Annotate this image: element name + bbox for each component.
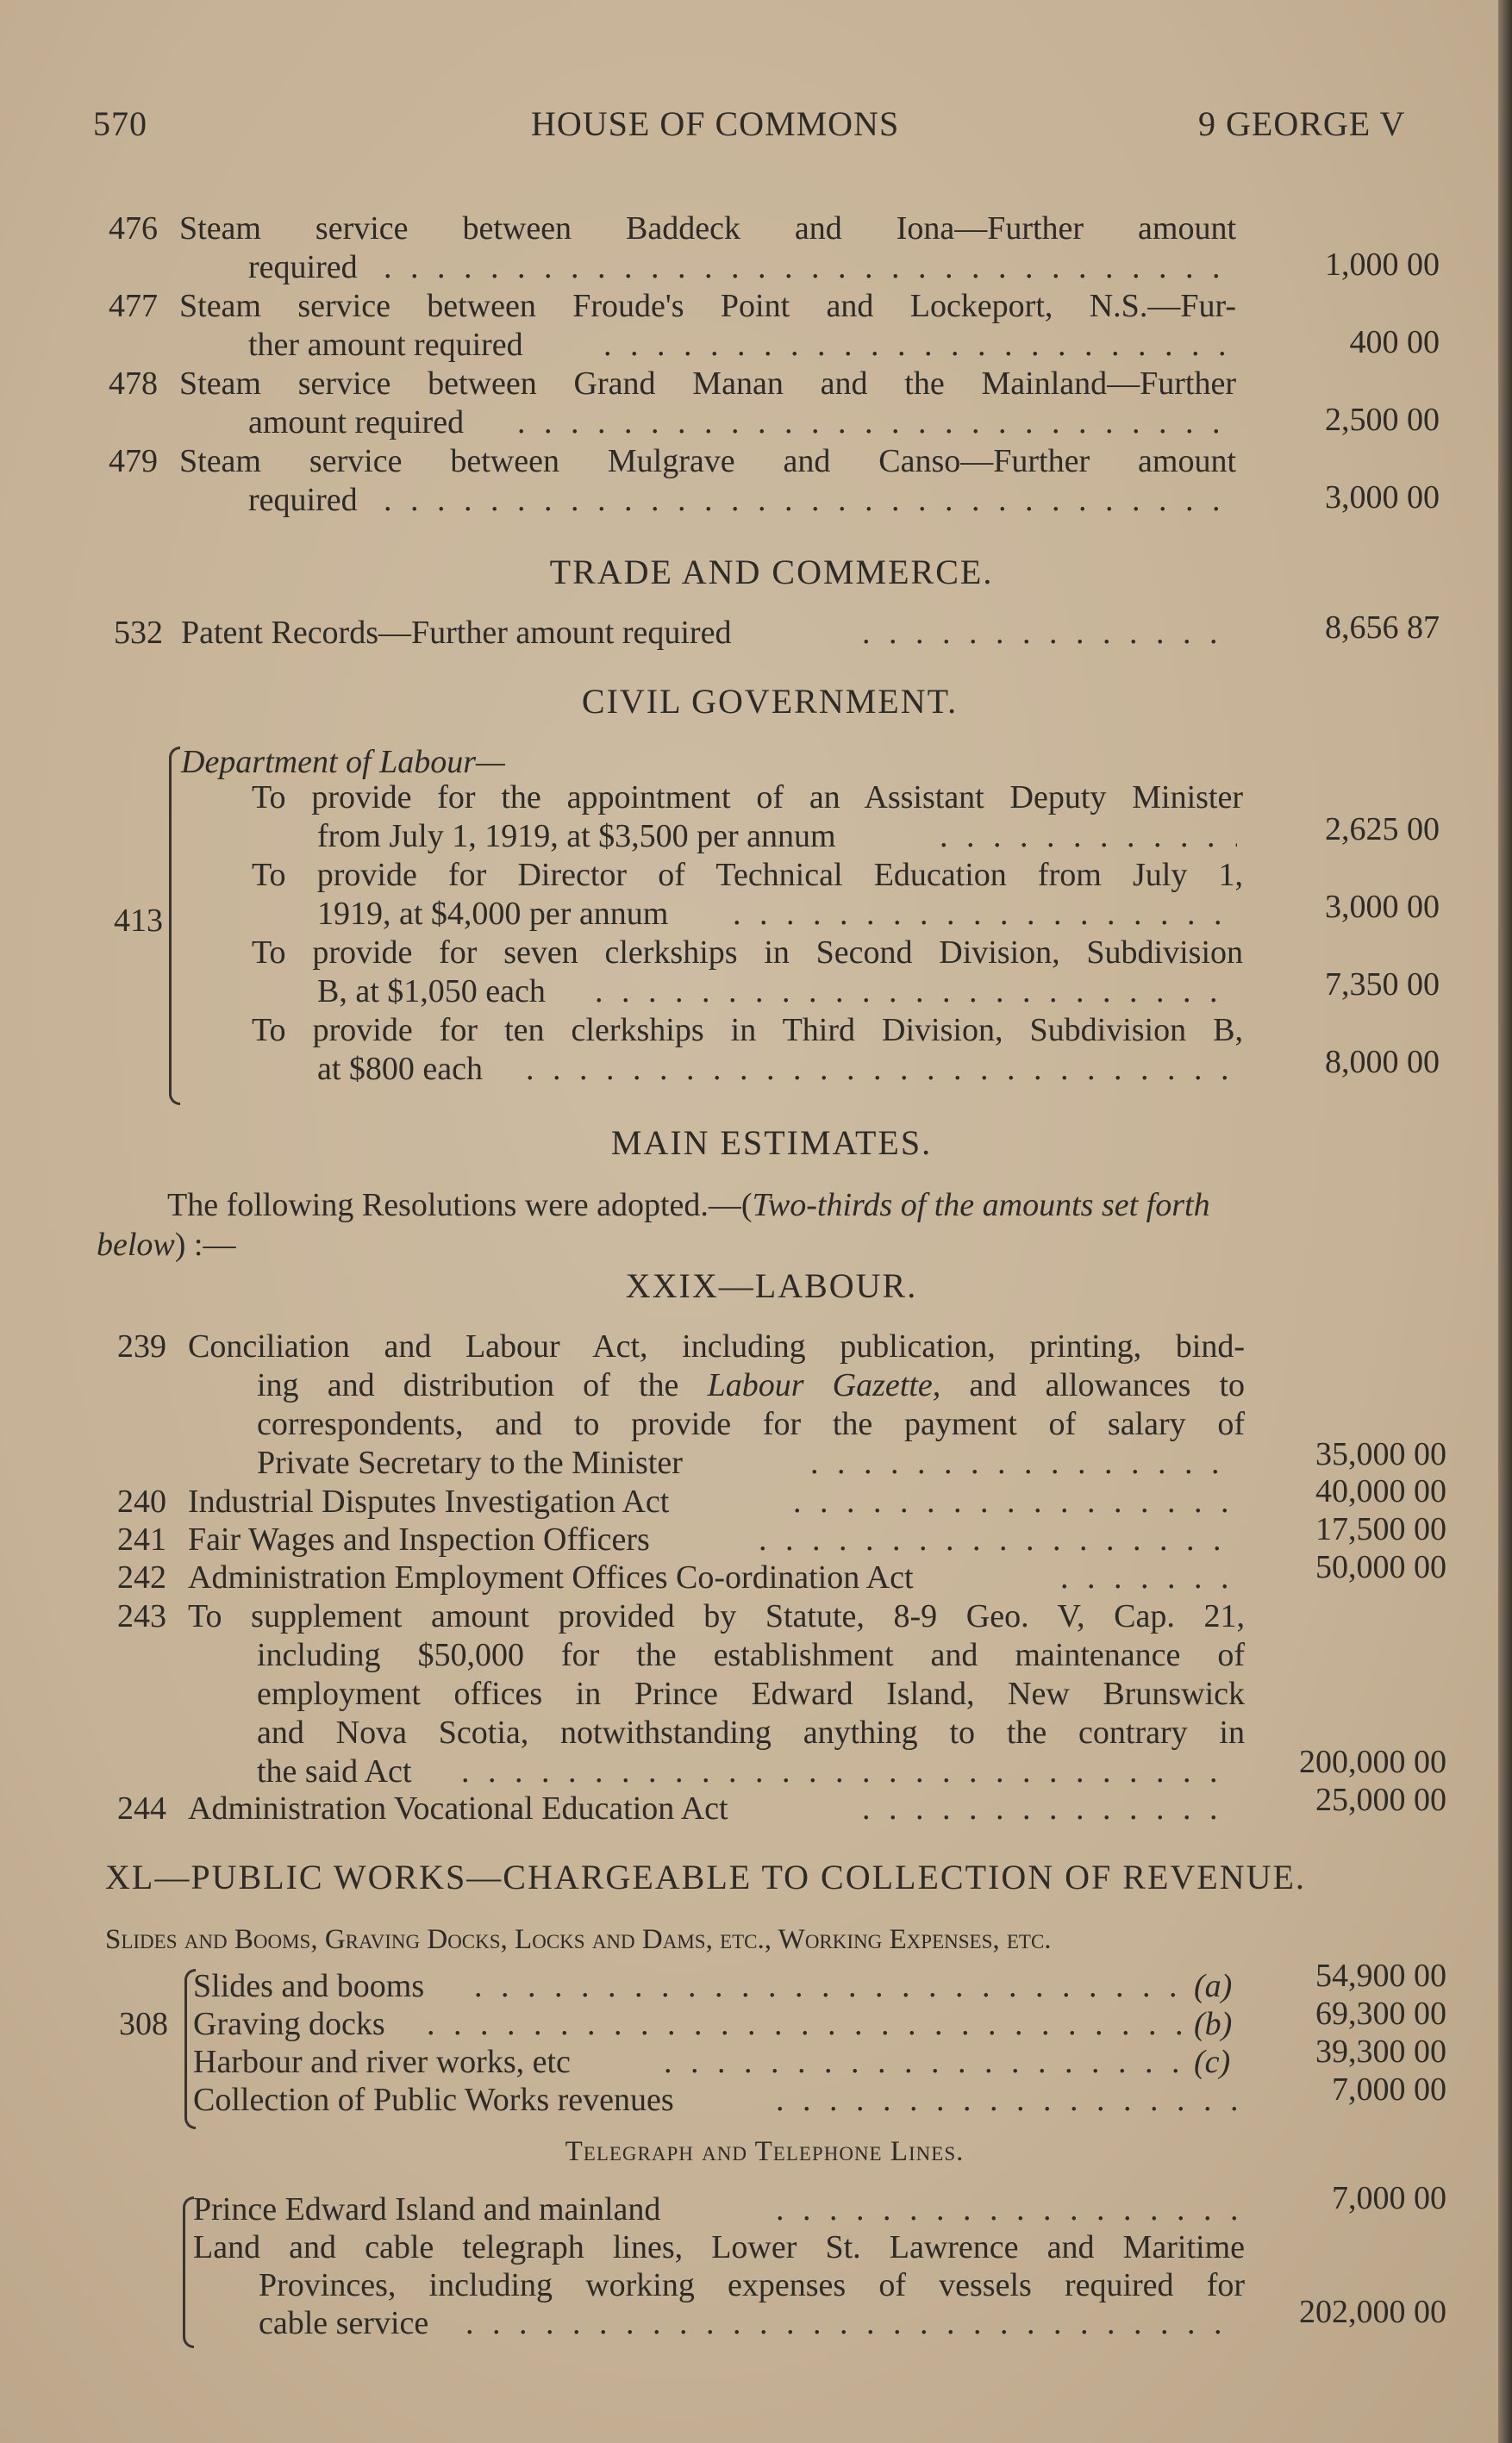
item-text: To supplement amount provided by Statute, 8-9 Geo. V, Cap. 21, <box>188 1598 1245 1634</box>
resolution-intro: The following Resolutions were adopted.—(Two-thirds of the amounts set forth <box>167 1187 1210 1223</box>
leader-dots <box>384 481 1237 519</box>
item-text-cont: required <box>248 249 358 285</box>
leader-dots <box>465 2304 1237 2342</box>
leader-dots <box>810 1444 1237 1482</box>
item-text-cont: employment offices in Prince Edward Island, New Brunswick <box>257 1676 1245 1712</box>
leader-dots <box>595 972 1237 1010</box>
item-number: 478 <box>109 366 158 402</box>
item-text-cont: required <box>248 482 358 518</box>
item-text: Conciliation and Labour Act, including publication, printing, bind- <box>188 1328 1245 1365</box>
item-number: 532 <box>114 615 163 651</box>
item-amount: 7,350 00 <box>1325 966 1440 1003</box>
leader-dots <box>384 248 1237 286</box>
item-text-cont: cable service <box>259 2305 429 2341</box>
leader-dots <box>427 2005 1198 2043</box>
item-amount: 3,000 00 <box>1325 479 1440 515</box>
leader-dots <box>517 403 1237 441</box>
item-text-cont: amount required <box>248 404 465 440</box>
item-amount: 69,300 00 <box>1315 1996 1446 2032</box>
leader-dots <box>603 326 1237 364</box>
item-text: Patent Records—Further amount required <box>181 615 732 651</box>
item-number: 240 <box>117 1484 166 1520</box>
section-heading-trade: TRADE AND COMMERCE. <box>549 553 994 591</box>
item-number: 479 <box>109 443 158 479</box>
leader-dots <box>776 2190 1237 2228</box>
item-text: Fair Wages and Inspection Officers <box>188 1521 650 1558</box>
item-text: To provide for ten clerkships in Third Division, Subdivision B, <box>252 1012 1243 1048</box>
footnote-mark: (a) <box>1194 1968 1233 2004</box>
item-amount: 25,000 00 <box>1315 1782 1446 1818</box>
item-amount: 39,300 00 <box>1315 2034 1446 2070</box>
leader-dots <box>526 1050 1237 1088</box>
item-text-cont: 1919, at $4,000 per annum <box>317 896 669 932</box>
item-amount: 202,000 00 <box>1299 2294 1446 2330</box>
item-number: 244 <box>117 1790 166 1827</box>
item-text: Collection of Public Works revenues <box>193 2082 674 2118</box>
item-text-cont: the said Act <box>257 1753 412 1790</box>
leader-dots <box>461 1753 1237 1790</box>
item-amount: 40,000 00 <box>1315 1473 1446 1509</box>
section-heading-labour: XXIX—LABOUR. <box>625 1266 918 1305</box>
item-text-cont: correspondents, and to provide for the payment of salary of <box>257 1406 1245 1442</box>
item-text: Prince Edward Island and mainland <box>193 2191 661 2227</box>
leader-dots <box>474 1967 1198 2005</box>
item-amount: 50,000 00 <box>1315 1549 1446 1585</box>
item-number: 242 <box>117 1559 166 1596</box>
item-text-cont: at $800 each <box>317 1051 484 1087</box>
item-text: Administration Vocational Education Act <box>188 1790 728 1827</box>
item-text: Slides and booms <box>193 1968 425 2004</box>
running-title: HOUSE OF COMMONS <box>531 104 900 143</box>
item-amount: 1,000 00 <box>1325 247 1440 283</box>
item-amount: 2,500 00 <box>1325 402 1440 438</box>
item-text-cont: including $50,000 for the establishment and maintenance of <box>257 1637 1245 1673</box>
item-amount: 8,656 87 <box>1325 609 1440 646</box>
item-amount: 8,000 00 <box>1325 1044 1440 1080</box>
leader-dots <box>664 2043 1198 2081</box>
leader-dots <box>862 1790 1237 1828</box>
item-amount: 17,500 00 <box>1315 1511 1446 1547</box>
item-text: Steam service between Mulgrave and Canso—Further amount <box>179 443 1236 479</box>
item-text-cont: Provinces, including working expenses of vessels required for <box>259 2267 1245 2303</box>
section-heading-civil: CIVIL GOVERNMENT. <box>581 682 959 721</box>
item-text: Graving docks <box>193 2006 385 2042</box>
item-amount: 35,000 00 <box>1315 1436 1446 1472</box>
item-amount: 54,900 00 <box>1315 1958 1446 1994</box>
item-text: Steam service between Froude's Point and Lockeport, N.S.—Fur- <box>179 288 1236 324</box>
section-heading-public-works: XL—PUBLIC WORKS—CHARGEABLE TO COLLECTION OF REVENUE. <box>105 1858 1306 1896</box>
leader-dots <box>793 1483 1237 1521</box>
item-number: 239 <box>117 1328 166 1365</box>
item-number: 243 <box>117 1598 166 1634</box>
item-text-cont: and Nova Scotia, notwithstanding anything to the contrary in <box>257 1715 1245 1751</box>
item-amount: 2,625 00 <box>1325 811 1440 847</box>
item-number: 476 <box>109 210 158 247</box>
footnote-mark: (c) <box>1194 2044 1231 2080</box>
item-amount: 3,000 00 <box>1325 889 1440 925</box>
section-heading-main: MAIN ESTIMATES. <box>610 1123 933 1162</box>
item-text: Industrial Disputes Investigation Act <box>188 1484 670 1520</box>
leader-dots <box>759 1521 1237 1559</box>
item-text: Administration Employment Offices Co-ordination Act <box>188 1559 914 1596</box>
item-text-cont: ther amount required <box>248 327 523 363</box>
subsection-heading-slides: Slides and Booms, Graving Docks, Locks and Dams, etc., Working Expenses, etc. <box>105 1924 1052 1955</box>
item-text: Steam service between Grand Manan and the Mainland—Further <box>179 366 1236 402</box>
item-number: 477 <box>109 288 158 324</box>
resolution-intro-cont: below) :— <box>97 1227 236 1263</box>
item-text: To provide for Director of Technical Education from July 1, <box>252 857 1243 893</box>
page-edge-shadow <box>1498 0 1512 2443</box>
item-text: Harbour and river works, etc <box>193 2044 571 2080</box>
subsection-heading-telegraph: Telegraph and Telephone Lines. <box>565 2136 965 2167</box>
item-text: To provide for seven clerkships in Second Division, Subdivision <box>252 934 1243 971</box>
item-amount: 400 00 <box>1349 324 1440 360</box>
session-label: 9 GEORGE V <box>1198 104 1406 143</box>
page-number: 570 <box>93 104 147 143</box>
item-text-cont: ing and distribution of the Labour Gazette, and allowances to <box>257 1367 1246 1403</box>
item-amount: 7,000 00 <box>1332 2071 1446 2108</box>
item-text: Steam service between Baddeck and Iona—Further amount <box>179 210 1236 247</box>
leader-dots <box>733 895 1237 933</box>
footnote-mark: (b) <box>1194 2006 1233 2042</box>
item-text-cont: Private Secretary to the Minister <box>257 1445 683 1481</box>
brace <box>169 747 180 1105</box>
item-text: Land and cable telegraph lines, Lower St. Lawrence and Maritime <box>193 2229 1245 2265</box>
vote-number: 308 <box>119 2006 168 2042</box>
leader-dots <box>776 2081 1237 2119</box>
vote-number: 413 <box>114 903 163 939</box>
department-label: Department of Labour— <box>181 744 505 780</box>
item-text: To provide for the appointment of an Assistant Deputy Minister <box>252 779 1243 815</box>
item-number: 241 <box>117 1521 166 1558</box>
item-amount: 7,000 00 <box>1332 2180 1446 2216</box>
item-text-cont: from July 1, 1919, at $3,500 per annum <box>317 818 836 854</box>
item-amount: 200,000 00 <box>1299 1744 1446 1780</box>
item-text-cont: B, at $1,050 each <box>317 973 546 1009</box>
